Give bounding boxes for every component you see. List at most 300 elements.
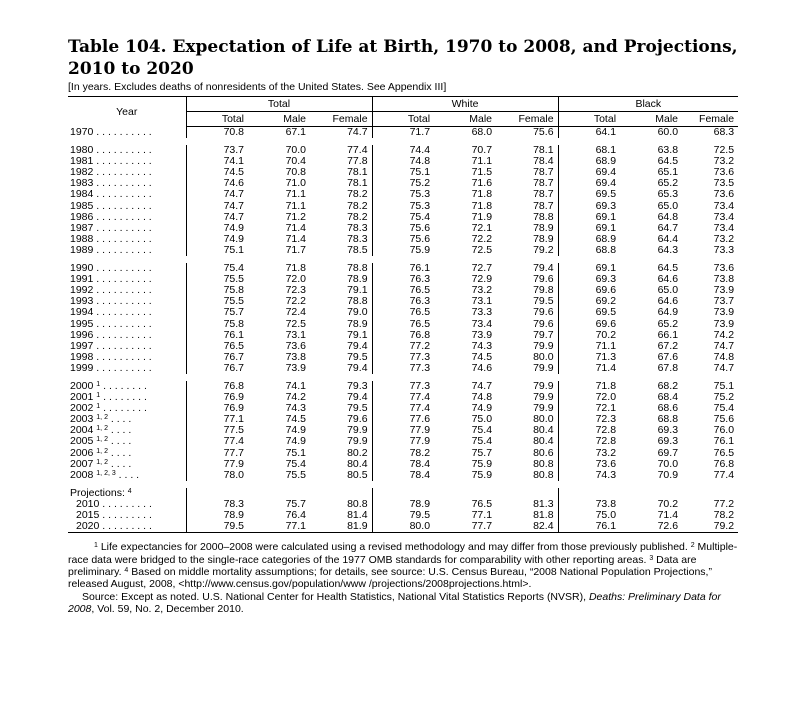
spacer-row — [68, 138, 738, 145]
value-cell: 76.1 — [372, 263, 434, 274]
value-cell: 65.2 — [657, 177, 679, 190]
value-cell: 71.9 — [471, 210, 493, 223]
value-cell: 74.5 — [285, 413, 306, 426]
leader-dots: . . . . . . . . . . — [93, 284, 152, 297]
value-cell: 73.1 — [285, 328, 306, 341]
value-cell: 75.5 — [186, 274, 248, 285]
value-cell: 70.9 — [657, 468, 679, 481]
value-cell: 75.4 — [285, 457, 306, 470]
value-cell: 74.3 — [471, 339, 493, 352]
value-cell: 72.2 — [285, 295, 306, 308]
leader-dots: . . . . . . . . . — [99, 520, 152, 533]
year-label: 2003 — [70, 413, 94, 426]
spacer-cell — [68, 138, 738, 145]
year-label: 2007 — [70, 457, 94, 470]
spacer-cell — [68, 374, 738, 381]
footnote-marker: 1, 2 — [96, 436, 108, 444]
value-cell: 73.2 — [713, 232, 735, 245]
table-row — [68, 403, 738, 414]
value-cell: 68.9 — [558, 234, 620, 245]
year-cell — [68, 521, 186, 533]
col-header-white-male: Male — [434, 112, 496, 127]
leader-dots: . . . . . . . . . . — [93, 144, 152, 157]
value-cell: 79.9 — [347, 435, 368, 448]
value-cell: 71.6 — [471, 177, 493, 190]
value-cell: 79.1 — [347, 328, 368, 341]
value-cell: 76.7 — [186, 363, 248, 374]
footnote-2: Multiple-race data were bridged to the single-race categories of the 1977 OMB standards for comparability with other reporting areas. — [68, 541, 738, 566]
value-cell: 73.5 — [713, 177, 735, 190]
value-cell: 73.7 — [713, 295, 735, 308]
table-row — [68, 156, 738, 167]
value-cell: 78.1 — [347, 166, 368, 179]
value-cell: 79.4 — [347, 361, 368, 374]
value-cell: 80.8 — [533, 457, 554, 470]
value-cell: 78.2 — [347, 188, 368, 201]
table-body — [68, 127, 738, 533]
value-cell: 77.7 — [186, 448, 248, 459]
value-cell: 71.4 — [285, 232, 306, 245]
footnote-text — [68, 541, 738, 591]
value-cell: 77.4 — [347, 144, 368, 157]
value-cell: 80.4 — [533, 435, 554, 448]
value-cell: 77.6 — [372, 414, 434, 425]
value-cell: 64.9 — [657, 306, 679, 319]
value-cell: 71.4 — [657, 509, 679, 521]
year-label: 2000 — [70, 379, 94, 392]
table-row — [68, 296, 738, 307]
value-cell: 80.0 — [533, 413, 554, 426]
value-cell: 77.4 — [372, 392, 434, 403]
footnote-1: Life expectancies for 2000–2008 were calculated using a revised methodology and may differ from those previously published. — [97, 541, 691, 554]
value-cell: 79.4 — [347, 339, 368, 352]
value-cell: 77.8 — [347, 155, 368, 168]
leader-dots: . . . . . . . . — [100, 402, 147, 415]
value-cell: 74.8 — [713, 350, 735, 363]
year-label: 1992 — [70, 284, 94, 297]
value-cell: 73.2 — [713, 155, 735, 168]
value-cell: 75.1 — [372, 167, 434, 178]
value-cell: 69.6 — [558, 285, 620, 296]
value-cell: 71.1 — [471, 155, 493, 168]
value-cell: 64.6 — [657, 295, 679, 308]
value-cell: 78.7 — [533, 177, 554, 190]
value-cell: 78.4 — [533, 155, 554, 168]
value-cell: 73.4 — [713, 199, 735, 212]
leader-dots: . . . . — [107, 413, 132, 426]
leader-dots: . . . . . . . . . . — [93, 125, 152, 138]
leader-dots: . . . . — [107, 457, 132, 470]
value-cell: 80.6 — [533, 446, 554, 459]
value-cell: 79.5 — [533, 295, 554, 308]
group-header-black: Black — [558, 97, 738, 112]
value-cell: 70.2 — [657, 497, 679, 510]
value-cell: 73.6 — [713, 166, 735, 179]
value-cell: 75.4 — [372, 212, 434, 223]
value-cell: 75.6 — [372, 234, 434, 245]
value-cell: 64.8 — [657, 210, 679, 223]
spacer-row — [68, 481, 738, 488]
value-cell: 71.0 — [285, 177, 306, 190]
value-cell: 77.2 — [713, 497, 735, 510]
value-cell: 79.5 — [372, 510, 434, 521]
value-cell: 72.9 — [471, 273, 493, 286]
value-cell: 78.9 — [533, 232, 554, 245]
source-details: , Vol. 59, No. 2, December 2010. — [91, 603, 244, 616]
value-cell: 74.2 — [285, 391, 306, 404]
leader-dots: . . . . . . . . . . — [93, 243, 152, 256]
leader-dots: . . . . . . . . . — [99, 497, 152, 510]
value-cell: 76.7 — [186, 352, 248, 363]
source-text: Source: Except as noted. U.S. National Center for Health Statistics, National Vital Statistics Reports (NVSR), — [82, 590, 589, 603]
table-row — [68, 189, 738, 200]
value-cell: 76.8 — [372, 330, 434, 341]
value-cell: 79.6 — [533, 273, 554, 286]
value-cell: 75.5 — [186, 296, 248, 307]
value-cell: 72.1 — [558, 403, 620, 414]
leader-dots: . . . . — [115, 468, 140, 481]
footnote-3: Data are preliminary. — [68, 553, 697, 578]
value-cell: 79.5 — [347, 350, 368, 363]
table-row — [68, 307, 738, 318]
value-cell: 79.5 — [186, 521, 248, 533]
value-cell: 78.5 — [347, 243, 368, 256]
value-cell: 68.2 — [657, 379, 679, 392]
value-cell: 68.6 — [657, 402, 679, 415]
value-cell: 65.2 — [657, 317, 679, 330]
value-cell: 69.1 — [558, 223, 620, 234]
value-cell: 79.9 — [533, 391, 554, 404]
value-cell: 69.3 — [657, 424, 679, 437]
value-cell: 78.7 — [533, 188, 554, 201]
value-cell: 70.8 — [285, 166, 306, 179]
table-row — [68, 521, 738, 533]
value-cell: 75.0 — [471, 413, 493, 426]
source-title: Deaths: Preliminary Data for 2008 — [68, 590, 721, 616]
value-cell: 80.8 — [533, 468, 554, 481]
value-cell: 73.4 — [471, 317, 493, 330]
value-cell: 73.6 — [713, 262, 735, 275]
value-cell: 78.3 — [186, 499, 248, 510]
value-cell: 69.3 — [558, 274, 620, 285]
table-row — [68, 234, 738, 245]
value-cell: 74.9 — [471, 402, 493, 415]
value-cell: 72.5 — [713, 144, 735, 157]
table-row — [68, 499, 738, 510]
year-label: 1983 — [70, 177, 94, 190]
footnote-marker: 1 — [96, 392, 101, 400]
year-label: 2008 — [70, 468, 94, 481]
year-label: 2002 — [70, 402, 94, 415]
table-row — [68, 145, 738, 156]
table-row — [68, 459, 738, 470]
value-cell: 79.8 — [533, 284, 554, 297]
leader-dots: . . . . . . . . . . — [93, 221, 152, 234]
year-label: 1970 — [70, 125, 94, 138]
value-cell: 72.6 — [620, 521, 682, 533]
value-cell: 78.1 — [533, 144, 554, 157]
value-cell: 78.9 — [347, 317, 368, 330]
value-cell: 71.1 — [558, 341, 620, 352]
value-cell: 75.1 — [713, 379, 735, 392]
value-cell: 71.8 — [471, 188, 493, 201]
value-cell: 75.4 — [186, 263, 248, 274]
leader-dots: . . . . — [107, 446, 132, 459]
value-cell: 75.3 — [372, 201, 434, 212]
table-row — [68, 510, 738, 521]
year-label: 1986 — [70, 210, 94, 223]
year-label: 2001 — [70, 391, 94, 404]
value-cell: 73.4 — [713, 210, 735, 223]
leader-dots: . . . . . . . . — [100, 391, 147, 404]
value-cell: 80.0 — [533, 350, 554, 363]
value-cell: 74.4 — [372, 145, 434, 156]
value-cell: 72.8 — [558, 425, 620, 436]
value-cell: 68.9 — [558, 156, 620, 167]
value-cell: 79.9 — [533, 339, 554, 352]
value-cell: 74.8 — [471, 391, 493, 404]
table-row — [68, 392, 738, 403]
year-label: 2015 — [76, 509, 100, 521]
footnote-marker: 4 — [127, 487, 132, 495]
value-cell: 76.5 — [372, 285, 434, 296]
value-cell: 76.1 — [558, 521, 620, 533]
value-cell: 73.3 — [713, 243, 735, 256]
value-cell: 68.8 — [558, 245, 620, 256]
value-cell: 77.1 — [248, 521, 310, 533]
value-cell: 74.7 — [186, 201, 248, 212]
value-cell: 74.5 — [471, 350, 493, 363]
value-cell: 79.9 — [533, 379, 554, 392]
leader-dots: . . . . — [107, 435, 132, 448]
value-cell: 72.3 — [285, 284, 306, 297]
value-cell: 81.9 — [310, 521, 372, 533]
value-cell: 70.2 — [558, 330, 620, 341]
value-cell: 74.7 — [471, 379, 493, 392]
leader-dots: . . . . . . . . . . — [93, 210, 152, 223]
value-cell: 76.1 — [713, 435, 735, 448]
leader-dots: . . . . . . . . . . — [93, 188, 152, 201]
value-cell: 74.9 — [186, 223, 248, 234]
value-cell: 76.1 — [186, 330, 248, 341]
col-header-total-total: Total — [186, 112, 248, 127]
value-cell: 71.5 — [471, 166, 493, 179]
value-cell: 74.9 — [285, 424, 306, 437]
value-cell: 74.9 — [186, 234, 248, 245]
value-cell: 73.3 — [471, 306, 493, 319]
value-cell: 78.7 — [533, 199, 554, 212]
value-cell: 72.2 — [471, 232, 493, 245]
value-cell: 74.7 — [186, 189, 248, 200]
year-label: 1997 — [70, 339, 94, 352]
year-label: 1987 — [70, 221, 94, 234]
value-cell: 73.9 — [713, 284, 735, 297]
value-cell: 74.5 — [186, 167, 248, 178]
value-cell: 77.4 — [372, 403, 434, 414]
value-cell: 73.9 — [713, 317, 735, 330]
value-cell: 74.2 — [713, 328, 735, 341]
spacer-cell — [68, 481, 738, 488]
value-cell: 78.4 — [372, 459, 434, 470]
table-row — [68, 127, 738, 139]
projections-header-row — [68, 488, 738, 499]
value-cell: 73.2 — [558, 448, 620, 459]
value-cell: 75.6 — [533, 126, 554, 138]
value-cell: 74.7 — [186, 212, 248, 223]
value-cell: 75.3 — [372, 189, 434, 200]
value-cell: 77.1 — [186, 414, 248, 425]
value-cell: 77.1 — [471, 509, 493, 521]
value-cell: 79.9 — [533, 361, 554, 374]
value-cell: 72.5 — [285, 317, 306, 330]
value-cell: 75.8 — [186, 285, 248, 296]
value-cell: 78.2 — [347, 210, 368, 223]
group-header-total: Total — [186, 97, 372, 112]
col-header-black-female: Female — [682, 112, 738, 127]
year-label: 1982 — [70, 166, 94, 179]
table-row — [68, 436, 738, 447]
value-cell: 77.3 — [372, 352, 434, 363]
value-cell: 78.2 — [713, 509, 735, 521]
value-cell: 72.0 — [285, 273, 306, 286]
value-cell: 78.8 — [347, 295, 368, 308]
value-cell: 67.1 — [285, 126, 306, 138]
value-cell: 77.9 — [372, 436, 434, 447]
year-label: 2005 — [70, 435, 94, 448]
value-cell: 75.6 — [713, 413, 735, 426]
value-cell: 69.3 — [558, 201, 620, 212]
value-cell: 69.7 — [657, 446, 679, 459]
table-row — [68, 381, 738, 392]
value-cell: 78.8 — [347, 262, 368, 275]
leader-dots: . . . . . . . . . . — [93, 232, 152, 245]
value-cell: 80.0 — [372, 521, 434, 533]
value-cell: 63.8 — [657, 144, 679, 157]
value-cell: 78.3 — [347, 221, 368, 234]
leader-dots: . . . . . . . . . . — [93, 166, 152, 179]
footnote-marker: 1 — [96, 380, 101, 388]
value-cell: 77.4 — [186, 436, 248, 447]
value-cell: 65.1 — [657, 166, 679, 179]
value-cell: 75.1 — [186, 245, 248, 256]
value-cell: 78.9 — [533, 221, 554, 234]
value-cell: 79.6 — [533, 306, 554, 319]
leader-dots: . . . . . . . . . . — [93, 339, 152, 352]
year-label: 1980 — [70, 144, 94, 157]
value-cell: 79.4 — [533, 262, 554, 275]
document-page — [68, 36, 738, 616]
col-header-white-total: Total — [372, 112, 434, 127]
value-cell: 78.2 — [372, 448, 434, 459]
table-row — [68, 245, 738, 256]
value-cell: 69.4 — [558, 167, 620, 178]
year-label: 1988 — [70, 232, 94, 245]
leader-dots: . . . . . . . . . . — [93, 295, 152, 308]
value-cell: 74.3 — [285, 402, 306, 415]
value-cell: 64.5 — [657, 155, 679, 168]
value-cell: 66.1 — [657, 328, 679, 341]
value-cell: 81.8 — [533, 509, 554, 521]
table-row — [68, 319, 738, 330]
value-cell: 64.4 — [657, 232, 679, 245]
value-cell: 68.0 — [471, 126, 493, 138]
value-cell: 69.3 — [657, 435, 679, 448]
value-cell: 79.2 — [682, 521, 738, 533]
value-cell: 77.9 — [372, 425, 434, 436]
value-cell: 79.9 — [347, 424, 368, 437]
value-cell: 70.7 — [471, 144, 493, 157]
value-cell: 73.8 — [558, 499, 620, 510]
value-cell: 78.9 — [372, 499, 434, 510]
value-cell: 80.8 — [347, 497, 368, 510]
year-label: 2020 — [76, 520, 100, 533]
footnote-marker: 1 — [94, 542, 98, 550]
value-cell: 77.3 — [372, 381, 434, 392]
value-cell: 71.4 — [558, 363, 620, 374]
value-cell: 67.6 — [657, 350, 679, 363]
value-cell: 81.4 — [347, 509, 368, 521]
value-cell: 76.5 — [713, 446, 735, 459]
value-cell: 76.4 — [285, 509, 306, 521]
col-header-black-total: Total — [558, 112, 620, 127]
leader-dots: . . . . . . . . . . — [93, 273, 152, 286]
value-cell: 70.0 — [285, 144, 306, 157]
value-cell: 72.0 — [558, 392, 620, 403]
value-cell: 67.2 — [657, 339, 679, 352]
year-label: 1991 — [70, 273, 94, 286]
table-row — [68, 274, 738, 285]
col-header-white-female: Female — [496, 112, 558, 127]
value-cell: 70.0 — [657, 457, 679, 470]
year-label: 1985 — [70, 199, 94, 212]
leader-dots: . . . . . . . . . . — [93, 177, 152, 190]
value-cell: 73.4 — [713, 221, 735, 234]
value-cell: 80.4 — [347, 457, 368, 470]
value-cell: 72.8 — [558, 436, 620, 447]
year-label: 2010 — [76, 497, 100, 510]
footnote-marker: 4 — [124, 567, 129, 574]
value-cell: 74.9 — [285, 435, 306, 448]
value-cell: 74.7 — [713, 361, 735, 374]
col-header-black-male: Male — [620, 112, 682, 127]
year-label: 1990 — [70, 262, 94, 275]
value-cell: 75.4 — [713, 402, 735, 415]
value-cell: 78.7 — [533, 166, 554, 179]
value-cell: 75.7 — [471, 446, 493, 459]
value-cell: 79.4 — [347, 391, 368, 404]
year-header: Year — [68, 97, 186, 127]
value-cell: 76.5 — [186, 341, 248, 352]
value-cell: 75.2 — [372, 178, 434, 189]
value-cell: 74.7 — [347, 126, 368, 138]
value-cell: 76.5 — [471, 497, 493, 510]
table-row — [68, 470, 738, 481]
value-cell: 75.7 — [285, 497, 306, 510]
leader-dots: . . . . . . . . . . — [93, 199, 152, 212]
leader-dots: . . . . — [107, 424, 132, 437]
value-cell: 71.4 — [285, 221, 306, 234]
table-row — [68, 167, 738, 178]
year-label: 1989 — [70, 243, 94, 256]
col-header-total-female: Female — [310, 112, 372, 127]
value-cell: 78.2 — [347, 199, 368, 212]
year-label: 1981 — [70, 155, 94, 168]
value-cell: 73.1 — [471, 295, 493, 308]
value-cell: 75.8 — [186, 319, 248, 330]
value-cell: 75.7 — [186, 307, 248, 318]
table-row — [68, 285, 738, 296]
value-cell: 71.8 — [471, 199, 493, 212]
